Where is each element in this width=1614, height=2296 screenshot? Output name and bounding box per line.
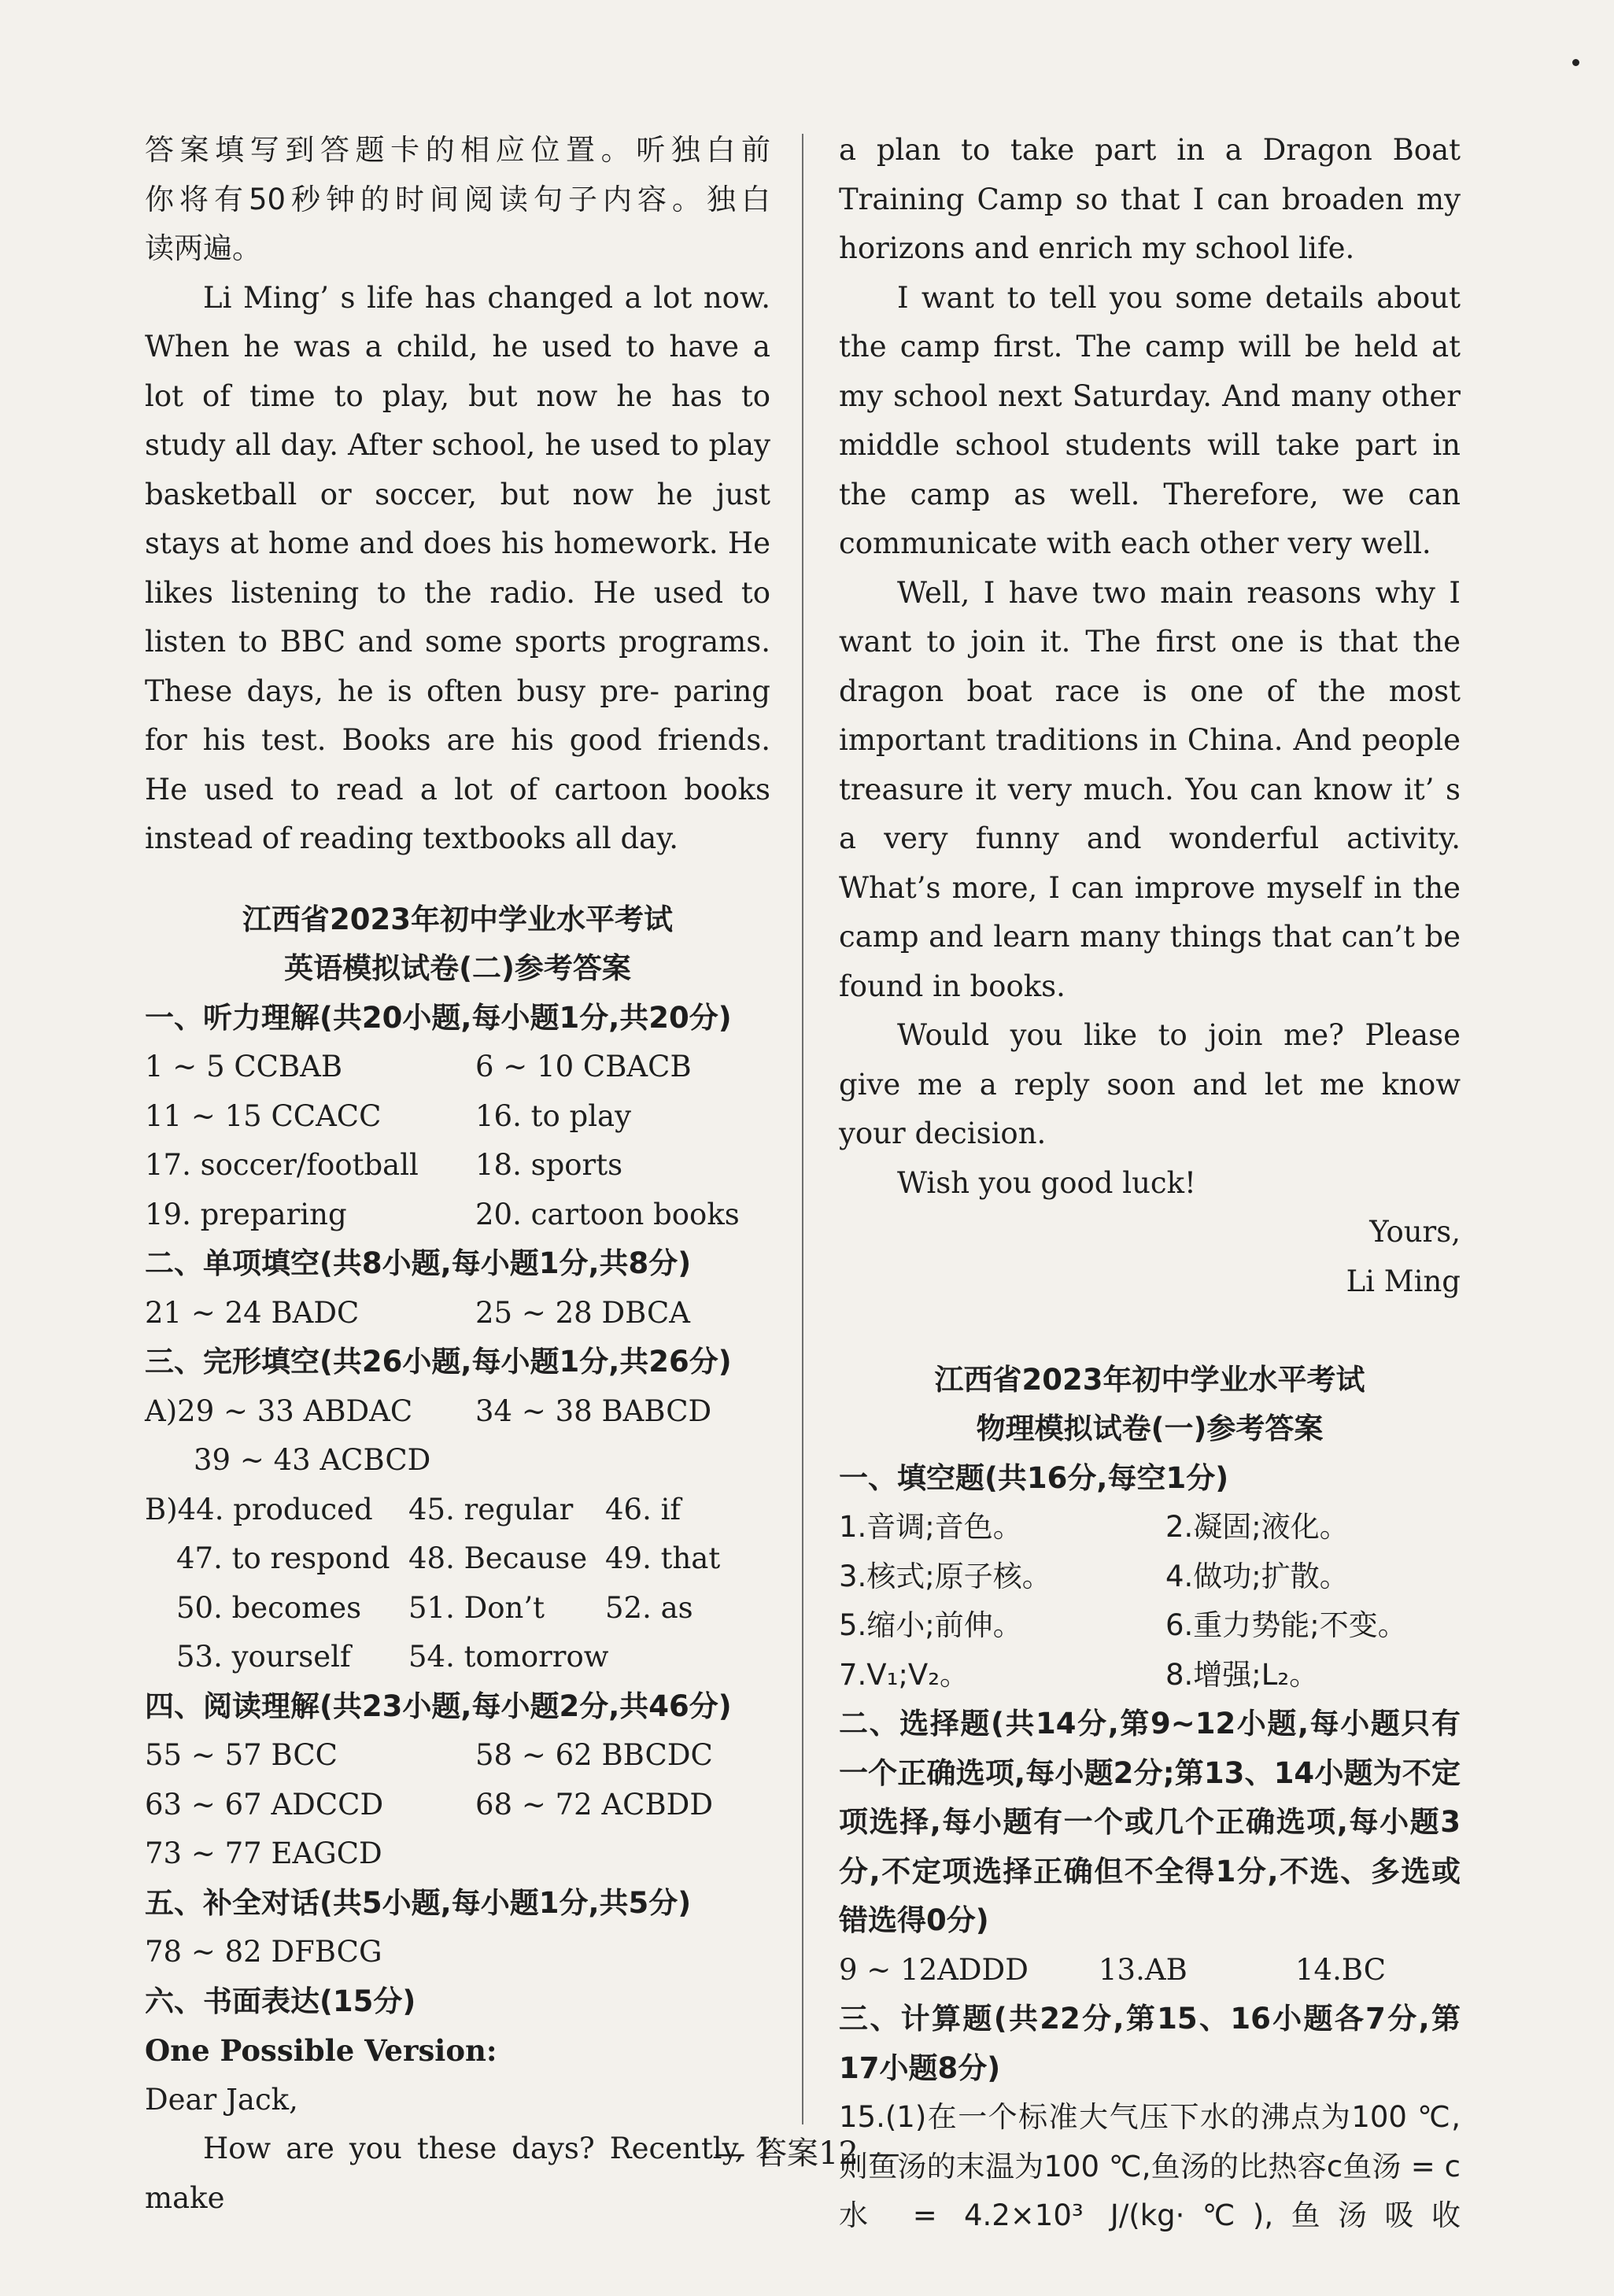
answer-row: 11 ~ 15 CCACC 16. to play bbox=[145, 1098, 631, 1133]
right-column bbox=[839, 126, 1461, 2241]
letter-greeting: Dear Jack, bbox=[145, 2082, 298, 2117]
answer-row: 73 ~ 77 EAGCD bbox=[145, 1836, 382, 1870]
letter-paragraph-1-cont: a plan to take part in a Dragon Boat Training Camp so that I can broaden my horizons and enrich my school life. bbox=[839, 133, 1461, 265]
intro-line-2: 你将有50秒钟的时间阅读句子内容。独白 bbox=[145, 182, 770, 216]
ink-dot bbox=[1572, 59, 1579, 66]
physics-answer-title-line1: 江西省2023年初中学业水平考试 bbox=[934, 1362, 1365, 1397]
intro-line-3: 读两遍。 bbox=[145, 231, 261, 265]
letter-paragraph-4: Would you like to join me? Please give me a reply soon and let me know your decision. bbox=[839, 1018, 1461, 1150]
section-cloze-heading: 三、完形填空(共26小题,每小题1分,共26分) bbox=[145, 1345, 732, 1379]
answer-row: 19. preparing 20. cartoon books bbox=[145, 1197, 740, 1231]
column-divider bbox=[802, 134, 803, 2124]
section-dialogue-heading: 五、补全对话(共5小题,每小题1分,共5分) bbox=[145, 1885, 692, 1920]
answer-row: 1 ~ 5 CCBAB 6 ~ 10 CBACB bbox=[145, 1050, 692, 1083]
letter-signature: Li Ming bbox=[1346, 1264, 1461, 1298]
answer-row: 7.V₁;V₂。 8.增强;L₂。 bbox=[839, 1657, 1319, 1692]
section-choice-heading: 二、选择题(共14分,第9~12小题,每小题只有一个正确选项,每小题2分;第13、14小题为不定项选择,每小题有一个或几个正确选项,每小题3分,不定项选择正确但不全得1分,不选、多选或错选得0分) bbox=[839, 1707, 1461, 1937]
answer-row: 17. soccer/football 18. sports bbox=[145, 1148, 623, 1182]
answer-row: 47. to respond 48. Because 49. that bbox=[176, 1541, 721, 1575]
answer-row: 78 ~ 82 DFBCG bbox=[145, 1935, 382, 1969]
english-answer-title-line2: 英语模拟试卷(二)参考答案 bbox=[284, 951, 631, 985]
letter-opening-line: How are you these days? Recently, I make bbox=[145, 2132, 770, 2215]
answer-row: 9 ~ 12ADDD 13.AB 14.BC bbox=[839, 1952, 1387, 1987]
section-fill-blank-heading: 一、填空题(共16分,每空1分) bbox=[839, 1460, 1229, 1495]
answer-row: B)44. produced 45. regular 46. if bbox=[145, 1492, 681, 1526]
answer-row: 39 ~ 43 ACBCD bbox=[194, 1443, 431, 1477]
letter-paragraph-2: I want to tell you some details about the camp first. The camp will be held at my school next Saturday. And many other middle school students will take part in the camp as well. Therefore, we can communicate with each other very well. bbox=[839, 280, 1461, 560]
left-column bbox=[145, 126, 770, 2223]
intro-line-1: 答案填写到答题卡的相应位置。听独白前 bbox=[145, 133, 770, 167]
section-reading-heading: 四、阅读理解(共23小题,每小题2分,共46分) bbox=[145, 1689, 732, 1723]
answer-row: A)29 ~ 33 ABDAC 34 ~ 38 BABCD bbox=[145, 1393, 712, 1428]
section-single-choice-heading: 二、单项填空(共8小题,每小题1分,共8分) bbox=[145, 1246, 692, 1280]
page-footer: — 答案12 — bbox=[714, 2135, 900, 2172]
english-answer-title-line1: 江西省2023年初中学业水平考试 bbox=[242, 902, 673, 936]
answer-row: 1.音调;音色。 2.凝固;液化。 bbox=[839, 1510, 1349, 1544]
answer-row: 55 ~ 57 BCC 58 ~ 62 BBCDC bbox=[145, 1738, 713, 1772]
monologue-text: Li Ming’ s life has changed a lot now. When he was a child, he used to have a lot of time to play, but now he has to study all day. After school, he used to play basketball or soccer, but now he just stays at home and does his homework. He likes listening to the radio. He used to listen to BBC and some sports programs. These days, he is often busy pre- paring for his test. Books are his good friends. He used to read a lot of cartoon books instead of reading textbooks all day. bbox=[145, 280, 770, 855]
physics-answer-title-line2: 物理模拟试卷(一)参考答案 bbox=[976, 1412, 1324, 1445]
section-writing-heading: 六、书面表达(15分) bbox=[145, 1984, 416, 2018]
answer-row: 21 ~ 24 BADC 25 ~ 28 DBCA bbox=[145, 1295, 691, 1330]
letter-paragraph-5: Wish you good luck! bbox=[897, 1165, 1196, 1200]
answer-row: 3.核式;原子核。 4.做功;扩散。 bbox=[839, 1559, 1349, 1593]
question-15-text: 15.(1)在一个标准大气压下水的沸点为100 ℃,则鱼汤的末温为100 ℃,鱼汤的比热容c鱼汤 = c水 = 4.2×10³ J/(kg·℃),鱼汤吸收 bbox=[839, 2100, 1461, 2232]
answer-row: 53. yourself 54. tomorrow bbox=[176, 1640, 609, 1674]
answer-row: 63 ~ 67 ADCCD 68 ~ 72 ACBDD bbox=[145, 1787, 713, 1822]
section-calculation-heading: 三、计算题(共22分,第15、16小题各7分,第17小题8分) bbox=[839, 2002, 1461, 2085]
answer-row: 5.缩小;前伸。 6.重力势能;不变。 bbox=[839, 1608, 1407, 1642]
section-listening-heading: 一、听力理解(共20小题,每小题1分,共20分) bbox=[145, 1000, 732, 1035]
possible-version-label: One Possible Version: bbox=[145, 2033, 497, 2068]
answer-row: 50. becomes 51. Don’t 52. as bbox=[176, 1590, 693, 1625]
letter-closing: Yours, bbox=[1369, 1215, 1461, 1249]
letter-paragraph-3: Well, I have two main reasons why I want to join it. The first one is that the dragon boat race is one of the most important traditions in China. And people treasure it very much. You can know it’ s a very funny and wonderful activity. What’s more, I can improve myself in the camp and learn many things that can’t be found in books. bbox=[839, 575, 1461, 1003]
